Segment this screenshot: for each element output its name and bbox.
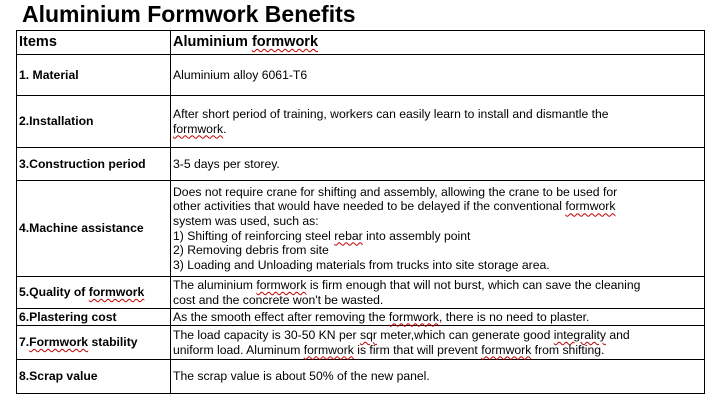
table-header-row bbox=[17, 31, 705, 55]
row-item-label: 4.Machine assistance bbox=[17, 181, 171, 277]
row-description: As the smooth effect after removing the formwork, there is no need to plaster. bbox=[171, 309, 705, 326]
table-row bbox=[17, 277, 705, 309]
table-row bbox=[17, 326, 705, 360]
row-item-label: 6.Plastering cost bbox=[17, 309, 171, 326]
row-item-label: 8.Scrap value bbox=[17, 360, 171, 394]
row-item-label: 2.Installation bbox=[17, 96, 171, 148]
row-description: Aluminium alloy 6061-T6 bbox=[171, 55, 705, 96]
benefits-table bbox=[16, 30, 705, 394]
table-row bbox=[17, 181, 705, 277]
table-row bbox=[17, 148, 705, 181]
table-row bbox=[17, 309, 705, 326]
row-description: The load capacity is 30-50 KN per sqr meter,which can generate good integrality and uniform load. Aluminum formwork is firm that will prevent formwork from shifting. bbox=[171, 326, 705, 360]
header-aluminium-formwork: Aluminium formwork bbox=[171, 31, 705, 55]
row-description: Does not require crane for shifting and assembly, allowing the crane to be used for other activities that would have needed to be delayed if the conventional formwork system was used, such as: 1) Shifting of reinforcing steel rebar into assembly point 2) Removing debris from site 3) Loading and Unloading materials from trucks into site storage area. bbox=[171, 181, 705, 277]
table-row bbox=[17, 360, 705, 394]
row-item-label: 1. Material bbox=[17, 55, 171, 96]
row-item-label: 3.Construction period bbox=[17, 148, 171, 181]
row-description: After short period of training, workers can easily learn to install and dismantle the formwork. bbox=[171, 96, 705, 148]
row-description: 3-5 days per storey. bbox=[171, 148, 705, 181]
table-row bbox=[17, 96, 705, 148]
table-row bbox=[17, 55, 705, 96]
row-item-label: 5.Quality of formwork bbox=[17, 277, 171, 309]
document-title: Aluminium Formwork Benefits bbox=[22, 1, 356, 27]
row-description: The scrap value is about 50% of the new panel. bbox=[171, 360, 705, 394]
row-description: The aluminium formwork is firm enough that will not burst, which can save the cleaning cost and the concrete won't be wasted. bbox=[171, 277, 705, 309]
header-items: Items bbox=[17, 31, 171, 55]
row-item-label: 7.Formwork stability bbox=[17, 326, 171, 360]
